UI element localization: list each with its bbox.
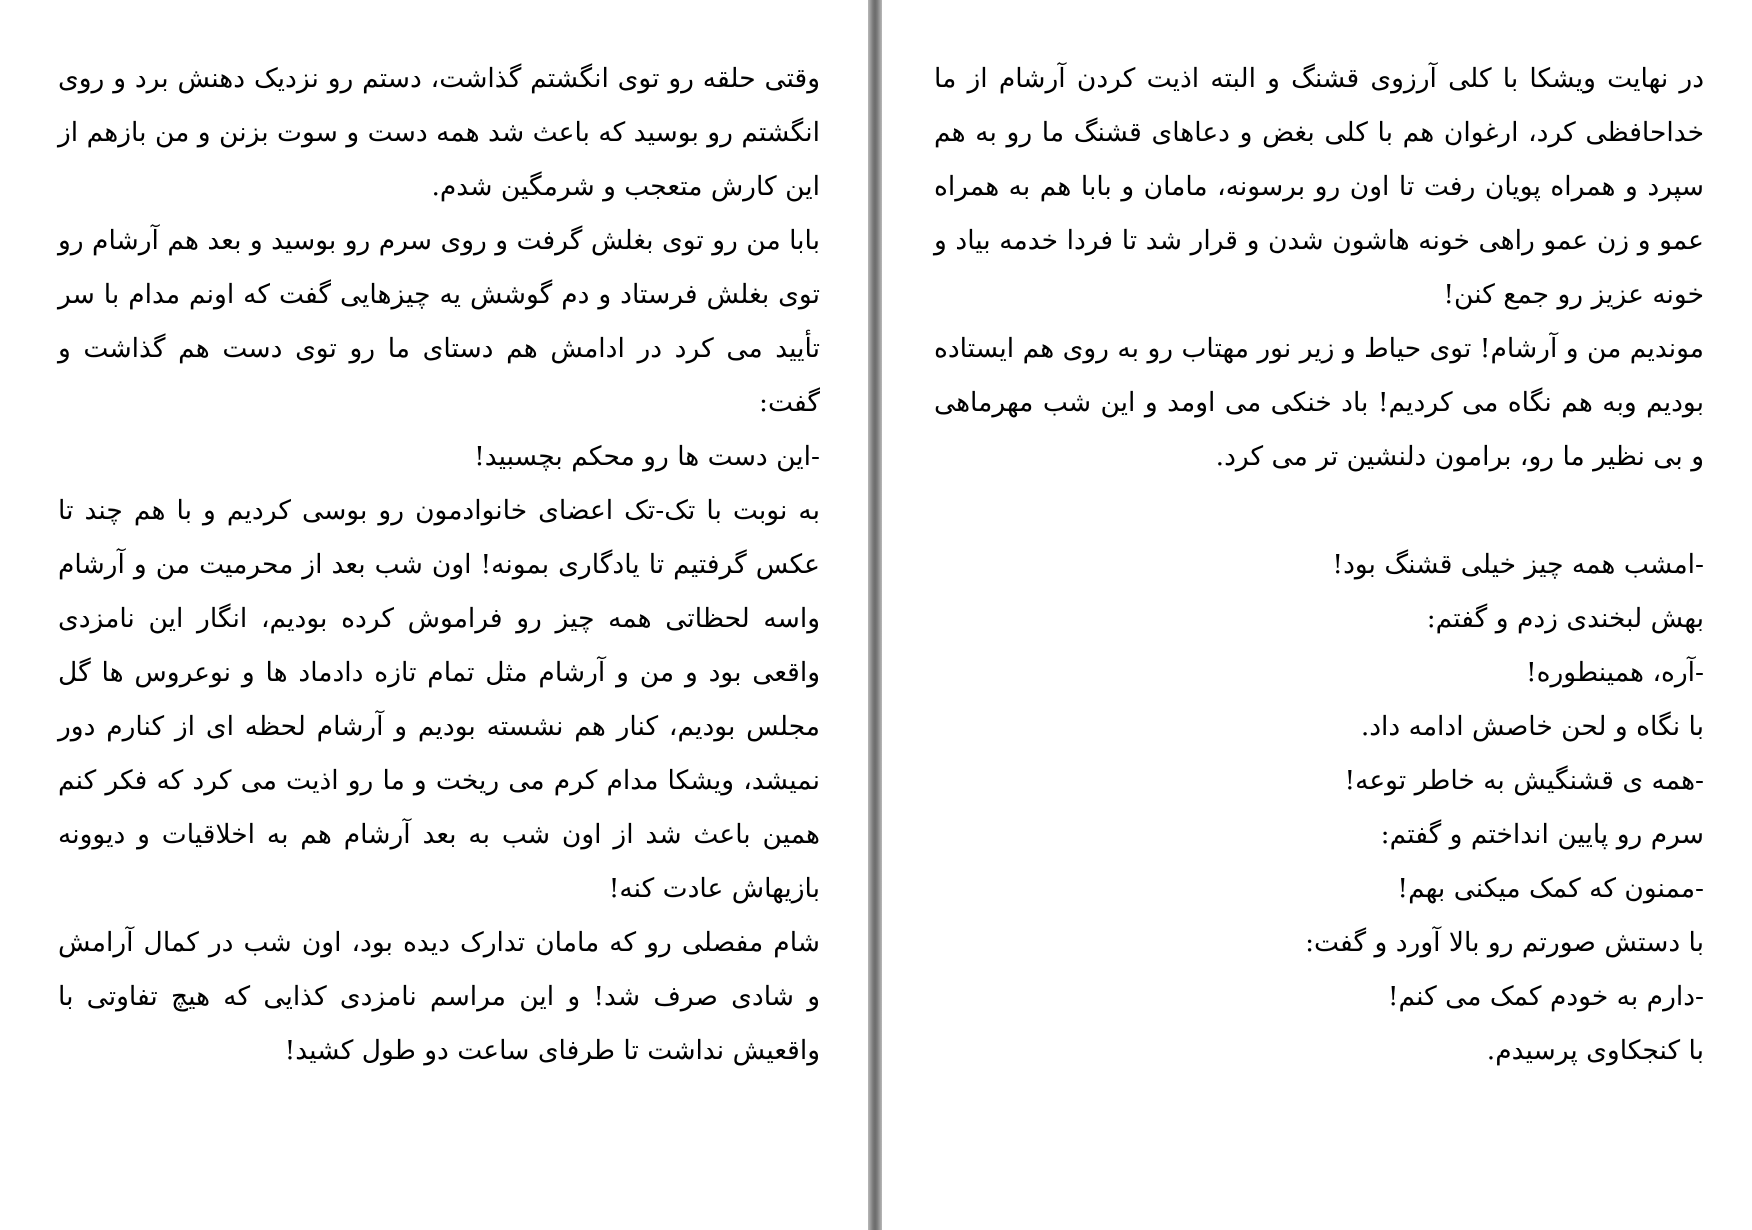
left-page-text: [58, 52, 820, 1078]
right-paragraph-13: با کنجکاوی پرسیدم.: [1486, 1035, 1704, 1066]
right-paragraph-11: با دستش صورتم رو بالا آورد و گفت:: [1305, 927, 1704, 958]
right-page-text: [934, 52, 1704, 1078]
right-paragraph-9: سرم رو پایین انداختم و گفتم:: [1380, 819, 1704, 850]
page-gutter-divider: [868, 0, 882, 1230]
right-paragraph-2: موندیم من و آرشام! توی حیاط و زیر نور مهتاب رو به روی هم ایستاده بودیم وبه هم نگاه می کردیم! باد خنکی می اومد و این شب مهرماهی و بی نظیر ما رو، برامون دلنشین تر می کرد.: [934, 333, 1704, 472]
left-paragraph-5: شام مفصلی رو که مامان تدارک دیده بود، اون شب در کمال آرامش و شادی صرف شد! و این مراسم نامزدی کذایی که هیچ تفاوتی با واقعیش نداشت تا طرفای ساعت دو طول کشید!: [58, 927, 820, 1066]
left-paragraph-4: به نوبت با تک-تک اعضای خانوادمون رو بوسی کردیم و با هم چند تا عکس گرفتیم تا یادگاری بمونه! اون شب بعد از محرمیت من و آرشام واسه لحظاتی همه چیز رو فراموش کرده بودیم، انگار این نامزدی واقعی بود و من و آرشام مثل تمام تازه دادماد ها و نوعروس ها گل مجلس بودیم، کنار هم نشسته بودیم و آرشام لحظه ای از کنارم دور نمیشد، ویشکا مدام کرم می ریخت و ما رو اذیت می کرد که فکر کنم همین باعث شد از اون شب به بعد آرشام هم به اخلاقیات و دیوونه بازیهاش عادت کنه!: [58, 495, 820, 904]
right-paragraph-12-dialogue: -دارم به خودم کمک می کنم!: [1387, 981, 1704, 1012]
right-paragraph-8-dialogue: -همه ی قشنگیش به خاطر توعه!: [1344, 765, 1704, 796]
right-paragraph-4-dialogue: -امشب همه چیز خیلی قشنگ بود!: [1332, 549, 1704, 580]
right-paragraph-blank: [934, 484, 1704, 538]
left-paragraph-3-dialogue: -این دست ها رو محکم بچسبید!: [474, 441, 820, 472]
right-paragraph-7: با نگاه و لحن خاصش ادامه داد.: [1360, 711, 1704, 742]
right-paragraph-6-dialogue: -آره، همینطوره!: [1525, 657, 1704, 688]
right-paragraph-5: بهش لبخندی زدم و گفتم:: [1426, 603, 1704, 634]
left-paragraph-2: بابا من رو توی بغلش گرفت و روی سرم رو بوسید و بعد هم آرشام رو توی بغلش فرستاد و دم گوشش یه چیزهایی گفت که اونم مدام با سر تأیید می کرد در ادامش هم دستای ما رو توی دست هم گذاشت و گفت:: [58, 225, 820, 418]
right-paragraph-1: در نهایت ویشکا با کلی آرزوی قشنگ و البته اذیت کردن آرشام از ما خداحافظی کرد، ارغوان هم با کلی بغض و دعاهای قشنگ ما رو به هم سپرد و همراه پویان رفت تا اون رو برسونه، مامان و بابا هم به همراه عمو و زن عمو راهی خونه هاشون شدن و قرار شد تا فردا خدمه بیاد و خونه عزیز رو جمع کنن!: [934, 63, 1704, 310]
right-paragraph-10-dialogue: -ممنون که کمک میکنی بهم!: [1397, 873, 1704, 904]
left-paragraph-1: وقتی حلقه رو توی انگشتم گذاشت، دستم رو نزدیک دهنش برد و روی انگشتم رو بوسید که باعث شد همه دست و سوت بزنن و من بازهم از این کارش متعجب و شرمگین شدم.: [58, 63, 820, 202]
